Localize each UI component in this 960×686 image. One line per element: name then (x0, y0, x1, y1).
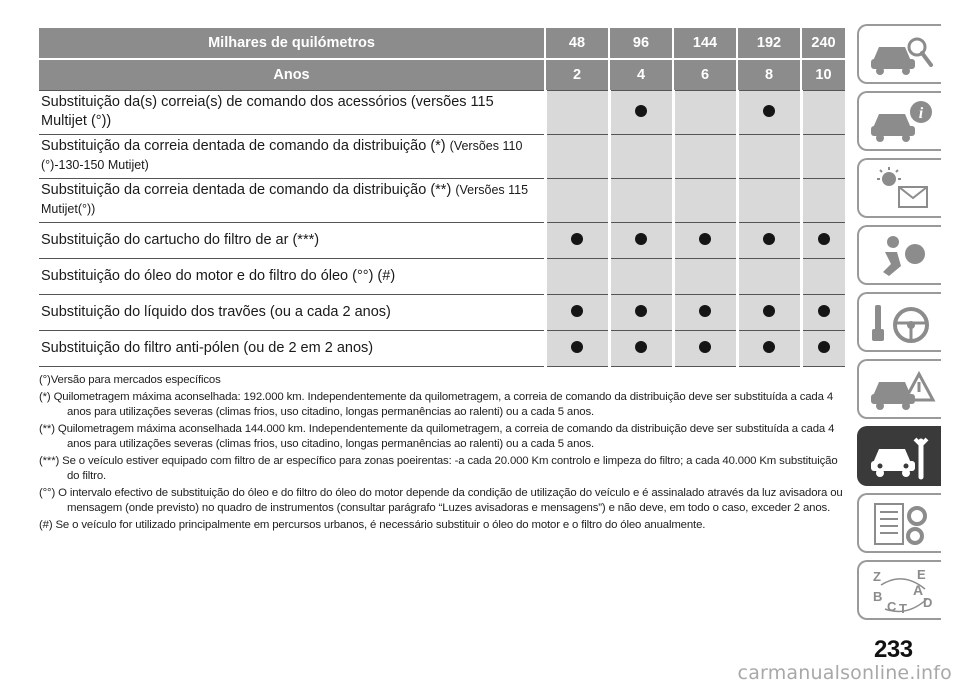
tab-index[interactable] (857, 560, 941, 620)
operation-description (39, 331, 545, 367)
interval-cell (545, 223, 609, 259)
scheduled-dot-icon (699, 233, 711, 245)
page-number: 233 (874, 636, 913, 663)
interval-cell (801, 91, 845, 135)
interval-cell (673, 223, 737, 259)
scheduled-dot-icon (635, 105, 647, 117)
operation-text: Substituição do filtro anti-pólen (ou de 2 em 2 anos) (41, 339, 374, 356)
tab-emergency[interactable] (857, 359, 941, 419)
tab-dashboard[interactable] (857, 24, 941, 84)
footnote: (#) Se o veículo for utilizado principalmente em percursos urbanos, é necessário substituir o óleo do motor e o filtro do óleo anualmente. (39, 519, 706, 531)
watermark: carmanualsonline.info (737, 662, 952, 684)
year-value: 8 (737, 59, 801, 91)
year-value: 2 (545, 59, 609, 91)
footnote: (**) Quilometragem máxima aconselhada 144.000 km. Independentemente da quilometragem, a correia de comando da distribuição deve ser substituída a cada 4 anos para utilizações severas (climas frios, uso citadino, longas permanências ao ralenti) ou a cada 5 anos. (39, 423, 835, 450)
table-row (39, 331, 845, 367)
operation-description (39, 91, 545, 135)
interval-cell (801, 331, 845, 367)
interval-cell (609, 91, 673, 135)
km-value: 192 (737, 28, 801, 59)
maintenance-table (39, 28, 845, 367)
maintenance-schedule (39, 28, 845, 535)
scheduled-dot-icon (635, 341, 647, 353)
footnote: (***) Se o veículo estiver equipado com filtro de ar específico para zonas poeirentas: -a cada 20.000 Km controlo e limpeza do filtro; a cada 40.000 Km substituição do filtro. (39, 455, 838, 482)
technical-data-icon (867, 500, 937, 548)
interval-cell (737, 135, 801, 179)
interval-cell (609, 179, 673, 223)
interval-cell (673, 331, 737, 367)
operation-versions: (Versões 110 (°)-130-150 Mutijet) (41, 139, 523, 172)
table-row (39, 135, 845, 179)
scheduled-dot-icon (763, 105, 775, 117)
steering-wheel-key-icon (867, 299, 937, 347)
interval-cell (545, 331, 609, 367)
interval-cell (801, 135, 845, 179)
tab-maintenance[interactable] (857, 426, 941, 486)
interval-cell (673, 135, 737, 179)
operation-description (39, 259, 545, 295)
interval-cell (545, 295, 609, 331)
operation-text: Substituição do líquido dos travões (ou a cada 2 anos) (41, 303, 391, 320)
scheduled-dot-icon (571, 341, 583, 353)
interval-cell (737, 179, 801, 223)
car-emergency-icon (867, 366, 937, 414)
interval-cell (801, 295, 845, 331)
operation-text: Substituição do cartucho do filtro de ar (***) (41, 231, 320, 248)
index-letter: Z (873, 569, 881, 584)
year-value: 4 (609, 59, 673, 91)
table-row (39, 91, 845, 135)
year-value: 10 (801, 59, 845, 91)
scheduled-dot-icon (635, 305, 647, 317)
interval-cell (545, 179, 609, 223)
km-value: 48 (545, 28, 609, 59)
interval-cell (609, 295, 673, 331)
car-info-icon (867, 98, 937, 146)
table-row (39, 259, 845, 295)
tab-technical-data[interactable] (857, 493, 941, 553)
interval-cell (801, 223, 845, 259)
scheduled-dot-icon (763, 233, 775, 245)
operation-description (39, 295, 545, 331)
year-value: 6 (673, 59, 737, 91)
header-km-label: Milhares de quilómetros (39, 28, 545, 59)
tab-starting-driving[interactable] (857, 292, 941, 352)
interval-cell (737, 259, 801, 295)
scheduled-dot-icon (763, 305, 775, 317)
scheduled-dot-icon (571, 305, 583, 317)
table-row (39, 223, 845, 259)
scheduled-dot-icon (818, 305, 830, 317)
operation-versions: (Versões 115 Mutijet(°)) (41, 183, 529, 216)
km-value: 144 (673, 28, 737, 59)
car-maintenance-icon (867, 433, 937, 481)
interval-cell (545, 91, 609, 135)
footnotes (39, 373, 845, 533)
car-key-search-icon (867, 31, 937, 79)
interval-cell (545, 259, 609, 295)
svg-text:i: i (918, 105, 924, 122)
scheduled-dot-icon (571, 233, 583, 245)
chapter-sidebar (857, 24, 941, 627)
header-years-label: Anos (39, 59, 545, 91)
tab-safety[interactable] (857, 225, 941, 285)
scheduled-dot-icon (763, 341, 775, 353)
header-km-row (39, 28, 845, 59)
airbag-passenger-icon (867, 232, 937, 280)
interval-cell (737, 91, 801, 135)
scheduled-dot-icon (818, 233, 830, 245)
scheduled-dot-icon (818, 341, 830, 353)
footnote: (*) Quilometragem máxima aconselhada: 192.000 km. Independentemente da quilometragem, a correia de comando da distribuição deve ser substituída a cada 4 anos para utilizações severas (climas frios, uso citadino, longas permanências ao ralenti) ou a cada 5 anos. (39, 391, 834, 418)
table-row (39, 295, 845, 331)
interval-cell (673, 179, 737, 223)
interval-cell (801, 259, 845, 295)
interval-cell (737, 331, 801, 367)
scheduled-dot-icon (699, 305, 711, 317)
operation-text: Substituição da(s) correia(s) de comando dos acessórios (versões 115 Multijet (°)) (41, 94, 494, 129)
scheduled-dot-icon (699, 341, 711, 353)
index-letter: A (913, 582, 924, 598)
interval-cell (737, 223, 801, 259)
operation-description (39, 223, 545, 259)
scheduled-dot-icon (635, 233, 647, 245)
table-row (39, 179, 845, 223)
footnote: (°)Versão para mercados específicos (39, 374, 221, 386)
index-letter: C (887, 599, 897, 614)
tab-warning-lights[interactable] (857, 158, 941, 218)
operation-text: Substituição do óleo do motor e do filtro do óleo (°°) (#) (41, 267, 396, 284)
km-value: 96 (609, 28, 673, 59)
index-letter: E (917, 567, 926, 582)
operation-text: Substituição da correia dentada de comando da distribuição (**) (41, 182, 456, 198)
table-body (39, 91, 845, 367)
interval-cell (673, 259, 737, 295)
interval-cell (609, 135, 673, 179)
operation-text: Substituição da correia dentada de comando da distribuição (*) (41, 138, 450, 154)
warning-lights-message-icon (867, 165, 937, 213)
interval-cell (801, 179, 845, 223)
alphabetical-index-icon (867, 567, 937, 615)
interval-cell (609, 331, 673, 367)
interval-cell (545, 135, 609, 179)
index-letter: D (923, 595, 933, 610)
interval-cell (673, 91, 737, 135)
operation-description (39, 179, 545, 223)
interval-cell (609, 223, 673, 259)
operation-description (39, 135, 545, 179)
index-letter: T (899, 601, 907, 615)
interval-cell (673, 295, 737, 331)
footnote: (°°) O intervalo efectivo de substituição do óleo e do filtro do óleo do motor depende da condição de utilização do veículo e é assinalado através da luz avisadora ou mensagem (onde previsto) no quadro de instrumentos (consultar parágrafo “Luzes avisadoras e mensagens”) e não deve, em todo o caso, exceder 2 anos. (39, 487, 843, 514)
interval-cell (609, 259, 673, 295)
interval-cell (737, 295, 801, 331)
header-years-row (39, 59, 845, 91)
index-letter: B (873, 589, 883, 604)
km-value: 240 (801, 28, 845, 59)
tab-car-info[interactable] (857, 91, 941, 151)
